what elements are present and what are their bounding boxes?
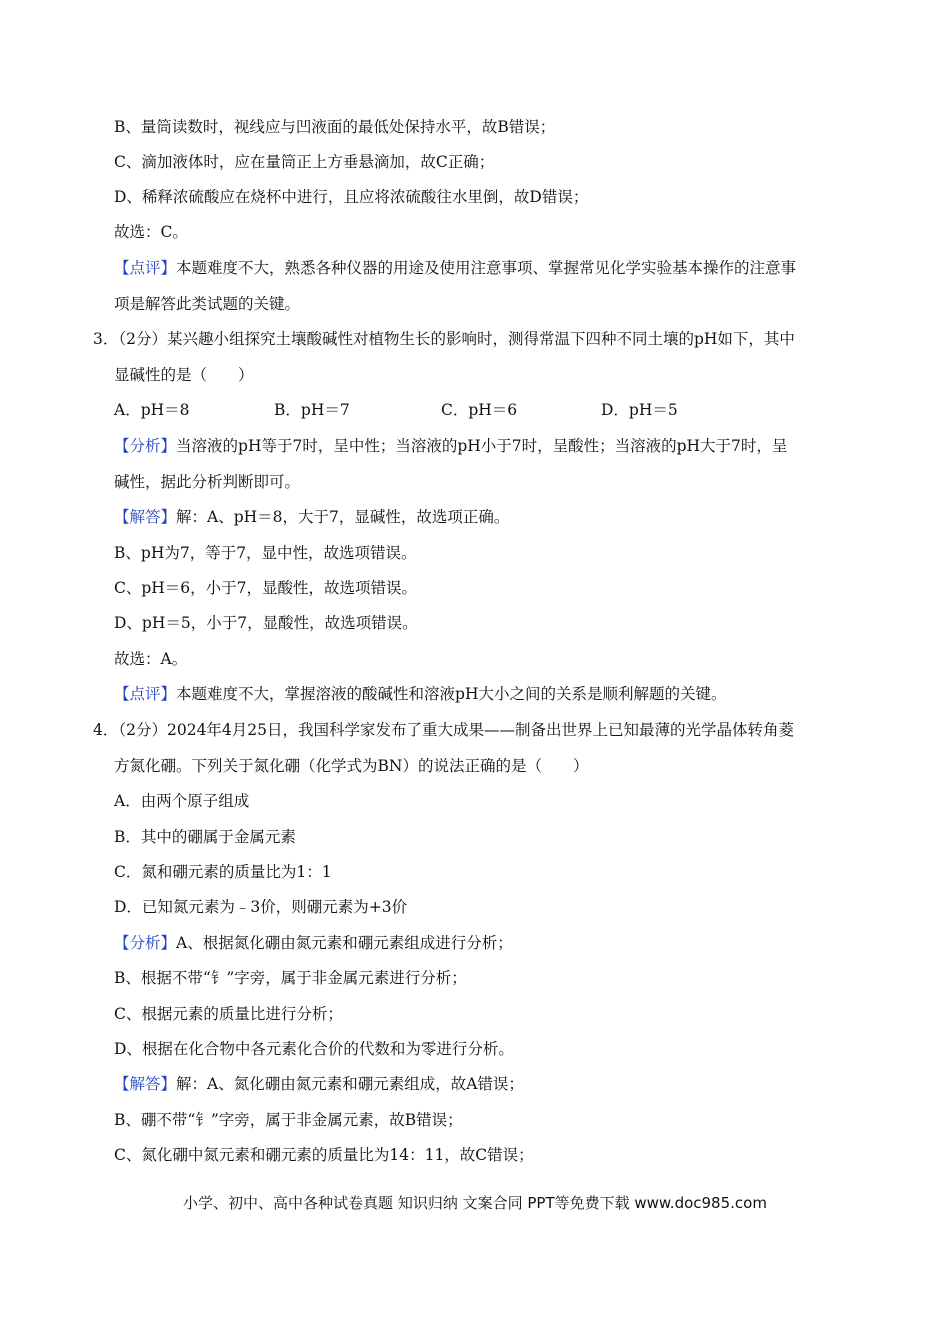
question-4-analysis-b: B、根据不带“钅”字旁，属于非金属元素进行分析； [114,969,467,987]
prev-answer-line-b: B、量筒读数时，视线应与凹液面的最低处保持水平，故B错误； [114,118,556,136]
question-4-solution-c: C、氮化硼中氮元素和硼元素的质量比为14：11，故C错误； [114,1146,534,1164]
question-4-analysis [114,933,513,953]
question-4-number: 4． [93,721,119,739]
question-3-options [114,400,814,420]
question-4-option-b: B．其中的硼属于金属元素 [114,828,296,846]
page-footer: 小学、初中、高中各种试卷真题 知识归纳 文案合同 PPT等免费下载 www.doc985.com [183,1194,767,1212]
question-3-stem-line-2: 显碱性的是（ ） [114,366,254,384]
question-4-stem-line-1: （2分）2024年4月25日，我国科学家发布了重大成果——制备出世界上已知最薄的光学晶体转角菱 [118,721,795,739]
prev-answer-line-c: C、滴加液体时，应在量筒正上方垂悬滴加，故C正确； [114,153,495,171]
question-4-solution-b: B、硼不带“钅”字旁，属于非金属元素，故B错误； [114,1111,463,1129]
question-3-choice: 故选：A。 [114,650,188,668]
question-3-comment [114,684,726,704]
question-3-analysis [114,436,787,456]
comment-tag: 【点评】 [114,259,177,277]
prev-comment-text-2: 项是解答此类试题的关键。 [114,295,301,313]
solution-tag: 【解答】 [114,1075,177,1093]
question-4-solution-a: 解：A、氮化硼由氮元素和硼元素组成，故A错误； [176,1075,524,1093]
question-4-analysis-c: C、根据元素的质量比进行分析； [114,1005,343,1023]
question-3-comment-text: 本题难度不大，掌握溶液的酸碱性和溶液pH大小之间的关系是顺利解题的关键。 [176,685,727,703]
prev-comment [114,258,796,278]
question-3-solution-d: D、pH＝5，小于7，显酸性，故选项错误。 [114,614,418,632]
question-3-solution-c: C、pH＝6，小于7，显酸性，故选项错误。 [114,579,418,597]
question-4-option-c: C．氮和硼元素的质量比为1：1 [114,863,332,881]
question-3-stem [93,329,795,349]
question-3-analysis-line-2: 碱性，据此分析判断即可。 [114,473,301,491]
question-3-solution-a: 解：A、pH＝8，大于7，显碱性，故选项正确。 [176,508,510,526]
prev-answer-choice: 故选：C。 [114,223,188,241]
question-4-analysis-d: D、根据在化合物中各元素化合价的代数和为零进行分析。 [114,1040,514,1058]
question-4-stem [93,720,794,740]
analysis-tag: 【分析】 [114,934,177,952]
question-3-option-b: B．pH＝7 [274,401,350,419]
prev-answer-line-d: D、稀释浓硫酸应在烧杯中进行，且应将浓硫酸往水里倒，故D错误； [114,188,589,206]
question-4-analysis-a: A、根据氮化硼由氮元素和硼元素组成进行分析； [176,934,513,952]
question-4-option-a: A．由两个原子组成 [114,792,250,810]
comment-tag: 【点评】 [114,685,177,703]
question-3-analysis-line-1: 当溶液的pH等于7时，呈中性；当溶液的pH小于7时，呈酸性；当溶液的pH大于7时，呈 [176,437,788,455]
question-4-solution [114,1074,524,1094]
question-3-solution [114,507,509,527]
question-3-option-c: C．pH＝6 [441,401,518,419]
prev-comment-text-1: 本题难度不大，熟悉各种仪器的用途及使用注意事项、掌握常见化学实验基本操作的注意事 [176,259,797,277]
question-3-number: 3． [93,330,119,348]
question-3-option-a: A．pH＝8 [114,401,190,419]
question-3-solution-b: B、pH为7，等于7，显中性，故选项错误。 [114,544,417,562]
question-4-option-d: D．已知氮元素为﹣3价，则硼元素为+3价 [114,898,408,916]
solution-tag: 【解答】 [114,508,177,526]
question-4-stem-line-2: 方氮化硼。下列关于氮化硼（化学式为BN）的说法正确的是（ ） [114,757,589,775]
question-3-stem-line-1: （2分）某兴趣小组探究土壤酸碱性对植物生长的影响时，测得常温下四种不同土壤的pH如下，其中 [118,330,795,348]
analysis-tag: 【分析】 [114,437,177,455]
question-3-option-d: D．pH＝5 [601,401,678,419]
